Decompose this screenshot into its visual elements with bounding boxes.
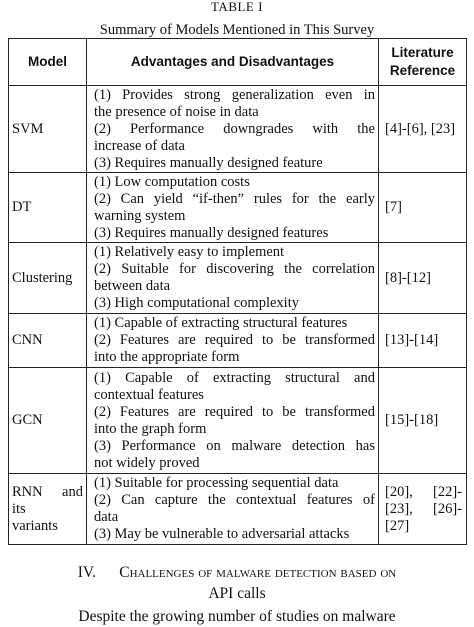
text-line: (3) Requires manually designed features [94,224,329,241]
text-line: contextual features [94,386,204,403]
text-line: (2) Features are required to be transformed [94,403,375,420]
reference-cell [379,243,467,314]
table-caption-title: Summary of Models Mentioned in This Survey [99,22,375,38]
header-reference-line2: Reference [389,63,456,78]
section-title-line2: API calls [208,585,266,602]
advantages-cell [87,173,379,243]
text-line: (3) Performance on malware detection has [94,437,375,454]
section-number: IV. [77,564,96,581]
reference-line: [8]-[12] [385,269,431,286]
section-heading-line1 [0,562,474,583]
text-line: not widely proved [94,454,200,471]
table-row [9,474,467,545]
reference-line: [15]-[18] [385,412,439,428]
reference-cell [379,86,467,173]
text-line: increase of data [94,137,185,154]
text-line: (1) Capable of extracting structural and [94,369,375,386]
table-row [9,314,467,368]
model-cell: GCN [9,368,87,474]
text-line: (2) Can capture the contextual features of [94,492,375,508]
text-line: into the appropriate form [94,349,240,365]
reference-line: [23], [26]- [385,500,462,517]
text-line: (2) Features are required to be transformed [94,332,375,348]
model-line: variants [12,517,58,534]
advantages-cell [87,368,379,474]
reference-cell [379,474,467,545]
advantages-cell [87,474,379,545]
text-line: (2) Suitable for discovering the correlation [94,261,375,277]
reference-line: [20], [22]- [385,483,462,500]
model-cell: CNN [9,314,87,368]
reference-cell [379,368,467,474]
body-text-fragment: Despite the growing number of studies on malware [78,608,396,625]
reference-cell [379,173,467,243]
advantages-cell [87,243,379,314]
header-reference [379,39,467,86]
model-cell: Clustering [9,243,87,314]
text-line: (3) Requires manually designed feature [94,154,323,171]
models-summary-table [8,38,467,545]
model-cell [9,474,87,545]
section-heading [0,562,474,604]
table-row [9,173,467,243]
text-line: (1) Low computation costs [94,173,250,190]
text-line: into the graph form [94,420,207,437]
table-row [9,243,467,314]
text-line: (2) Performance downgrades with the [94,120,375,137]
model-cell: DT [9,173,87,243]
text-line: data [94,509,119,525]
reference-line: [27] [385,517,410,534]
header-model: Model [9,39,87,86]
advantages-cell [87,314,379,368]
table-row [9,86,467,173]
section-title-line1: Challenges of malware detection based on [119,564,397,581]
text-line: (1) Capable of extracting structural features [94,315,348,331]
model-cell: SVM [9,86,87,173]
text-line: (2) Can yield “if-then” rules for the early [94,190,375,207]
advantages-cell [87,86,379,173]
text-line: the presence of noise in data [94,103,259,120]
reference-cell [379,314,467,368]
table-caption-label: TABLE I [211,0,263,14]
reference-line: [7] [385,199,402,215]
model-line: RNN and [12,483,83,500]
text-line: (1) Suitable for processing sequential data [94,475,339,491]
text-line: (3) High computational complexity [94,295,299,311]
reference-line: [4]-[6], [23] [385,120,456,137]
table-header-row [9,39,467,86]
text-line: warning system [94,207,186,224]
model-line: its [12,500,26,517]
header-reference-line1: Literature [391,45,454,60]
text-line: (1) Relatively easy to implement [94,244,285,260]
text-line: (1) Provides strong generalization even in [94,86,375,103]
reference-line: [13]-[14] [385,332,439,348]
text-line: between data [94,278,171,294]
table-row [9,368,467,474]
text-line: (3) May be vulnerable to adversarial attacks [94,526,350,542]
header-advantages: Advantages and Disadvantages [87,39,379,86]
